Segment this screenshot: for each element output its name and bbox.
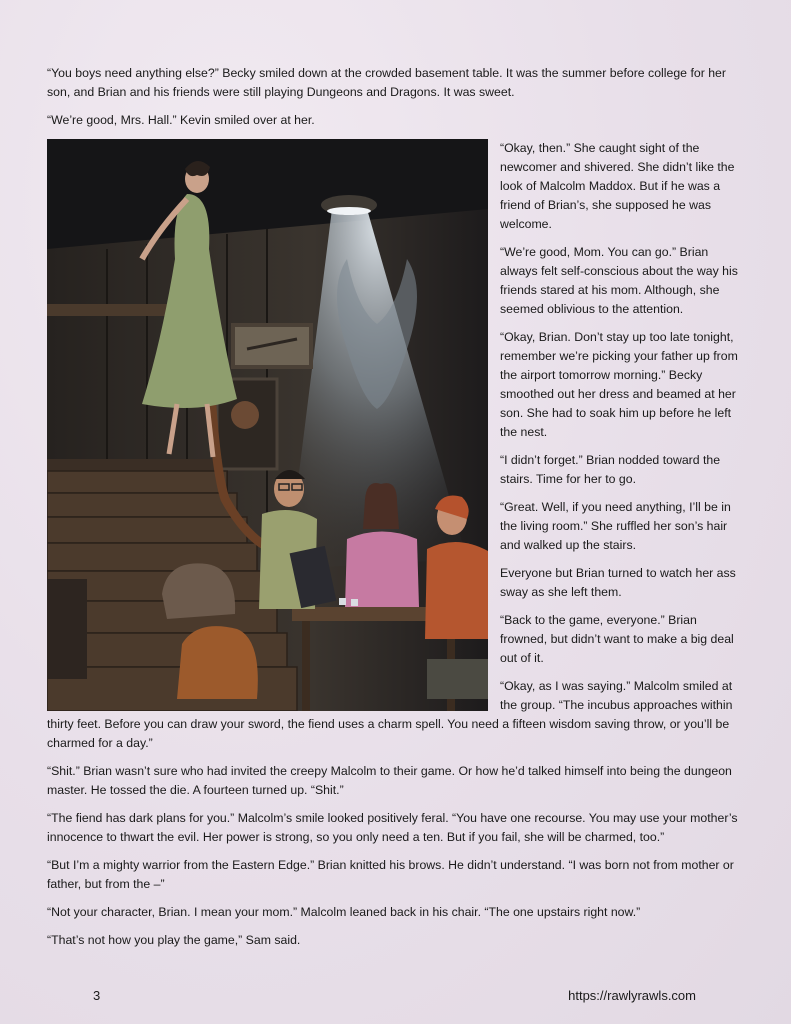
paragraph: Everyone but Brian turned to watch her ass sway as she left them. [500, 566, 736, 599]
page-number: 3 [93, 988, 101, 1003]
paragraph: “Okay, then.” She caught sight of the newcomer and shivered. She didn’t like the look of Malcolm Maddox. But if he was a friend of Brian’s, she supposed he was welcome. [500, 141, 735, 231]
paragraph: “The fiend has dark plans for you.” Malcolm’s smile looked positively feral. “You have one recourse. You may use your mother’s innocence to thwart the evil. Her power is strong, so you only need a ten. But if you fail, she will be charmed, too.” [47, 811, 738, 844]
die [351, 599, 358, 606]
shelf-item [231, 401, 259, 429]
illustration-svg [47, 139, 488, 711]
story-text [47, 64, 747, 959]
paragraph: “You boys need anything else?” Becky smiled down at the crowded basement table. It was the summer before college for her son, and Brian and his friends were still playing Dungeons and Dragons. It was sweet. [47, 66, 726, 99]
landing [47, 459, 222, 471]
paragraph: “Okay, Brian. Don’t stay up too late tonight, remember we’re picking your father up from the airport tomorrow morning.” Becky smoothed out her dress and beamed at her son. She had to soak him up before he left the nest. [500, 330, 738, 439]
paragraph: “That’s not how you play the game,” Sam said. [47, 933, 301, 947]
paragraph: “We’re good, Mrs. Hall.” Kevin smiled over at her. [47, 113, 315, 127]
lamp-bulb [327, 207, 371, 215]
die [339, 598, 346, 605]
paragraph: “Not your character, Brian. I mean your mom.” Malcolm leaned back in his chair. “The one upstairs right now.” [47, 905, 641, 919]
basement-scene-illustration [47, 139, 488, 711]
box [47, 579, 87, 679]
paragraph: “Okay, as I was saying.” Malcolm smiled at the group. “The incubus approaches within thirty feet. Before you can draw your sword, the fiend uses a charm spell. You need a fifteen wisdom saving throw, or you’ll be charmed for a day.” [47, 679, 733, 750]
footer-url-link[interactable]: https://rawlyrawls.com [568, 988, 696, 1003]
game-box [427, 659, 488, 699]
wall-picture [233, 325, 311, 367]
paragraph: “We’re good, Mom. You can go.” Brian always felt self-conscious about the way his friends stared at his mom. Although, she seemed oblivious to the attention. [500, 245, 738, 316]
paragraph: “Back to the game, everyone.” Brian frowned, but didn’t want to make a big deal out of it. [500, 613, 734, 665]
paragraph: “Great. Well, if you need anything, I’ll be in the living room.” She ruffled her son’s hair and walked up the stairs. [500, 500, 731, 552]
paragraph: “But I’m a mighty warrior from the Eastern Edge.” Brian knitted his brows. He didn’t understand. “I was born not from mother or father, but from the –” [47, 858, 734, 891]
paragraph: “I didn’t forget.” Brian nodded toward the stairs. Time for her to go. [500, 453, 721, 486]
orange-bag [177, 626, 258, 699]
paragraph: “Shit.” Brian wasn’t sure who had invited the creepy Malcolm to their game. Or how he’d talked himself into being the dungeon master. He tossed the die. A fourteen turned up. “Shit.” [47, 764, 732, 797]
